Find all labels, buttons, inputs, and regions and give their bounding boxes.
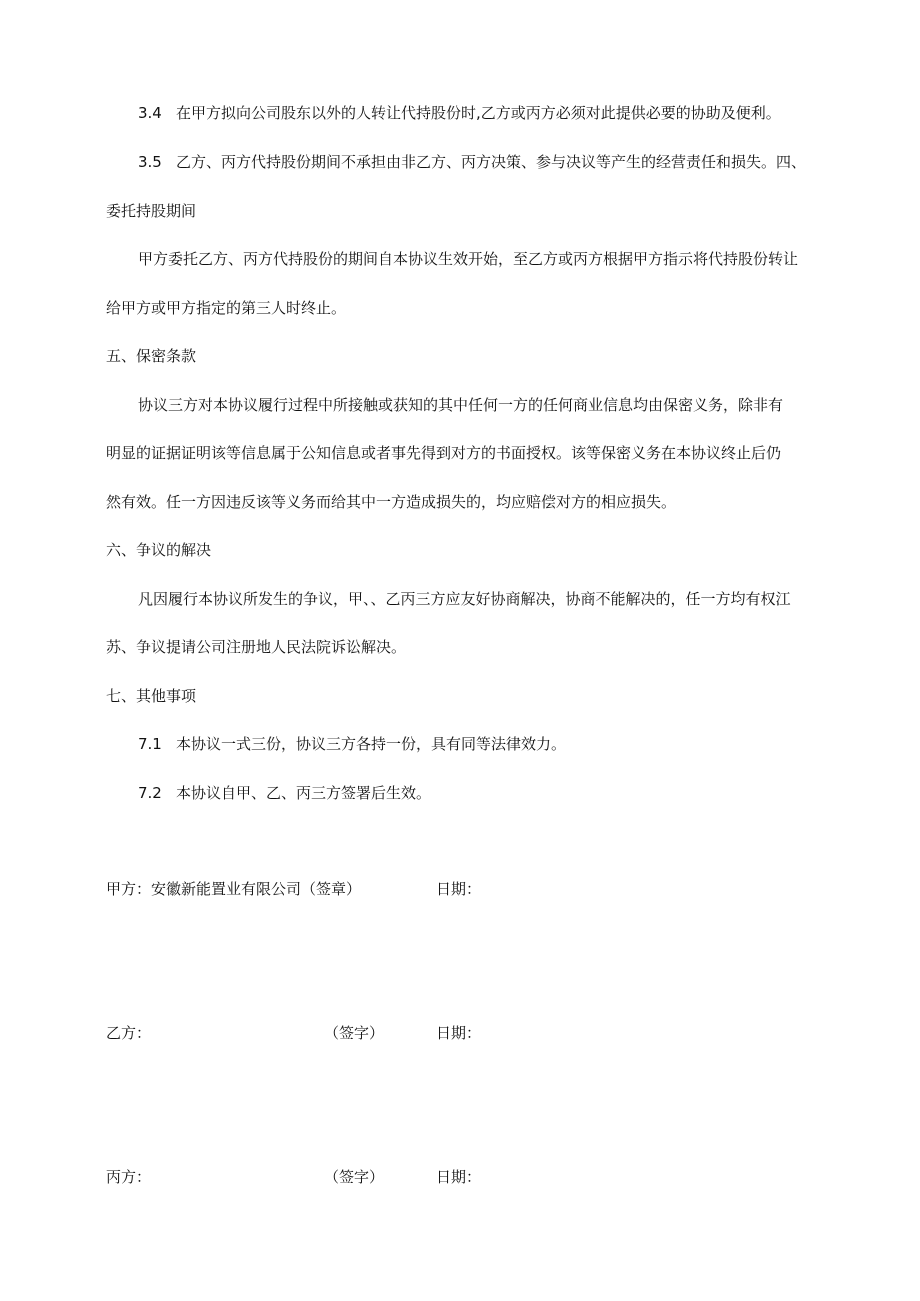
clause-text: 乙方、丙方代持股份期间不承担由非乙方、丙方决策、参与决议等产生的经营责任和损失。四、 xyxy=(176,153,807,171)
clause-text: 本协议自甲、乙、丙三方签署后生效。 xyxy=(176,784,432,802)
section-4-para-line: 甲方委托乙方、丙方代持股份的期间自本协议生效开始，至乙方或丙方根据甲方指示将代持股份转让 xyxy=(138,250,799,268)
clause-7-1 xyxy=(138,733,566,755)
party-b-date-label: 日期： xyxy=(436,1024,482,1042)
section-6-para-line: 苏、争议提请公司注册地人民法院诉讼解决。 xyxy=(106,638,407,656)
section-5-para-line: 然有效。任一方因违反该等义务而给其中一方造成损失的，均应赔偿对方的相应损失。 xyxy=(106,493,677,511)
section-5-heading: 五、保密条款 xyxy=(106,347,197,365)
party-b-sign-note: （签字） xyxy=(324,1024,385,1042)
party-a-date-label: 日期： xyxy=(436,880,482,898)
clause-text: 本协议一式三份，协议三方各持一份，具有同等法律效力。 xyxy=(176,735,567,753)
clause-3-4 xyxy=(138,102,781,124)
section-5-para-line: 协议三方对本协议履行过程中所接触或获知的其中任何一方的任何商业信息均由保密义务，除非有 xyxy=(138,396,784,414)
clause-7-2 xyxy=(138,782,431,804)
party-c-label: 丙方： xyxy=(106,1168,152,1186)
party-c-date-label: 日期： xyxy=(436,1168,482,1186)
section-6-heading: 六、争议的解决 xyxy=(106,541,212,559)
clause-number: 7.1 xyxy=(138,735,162,753)
party-c-sign-note: （签字） xyxy=(324,1168,385,1186)
clause-3-5 xyxy=(138,151,806,173)
section-6-para-line: 凡因履行本协议所发生的争议，甲、、乙丙三方应友好协商解决，协商不能解决的，任一方均有权江 xyxy=(138,590,791,608)
clause-number: 3.4 xyxy=(138,104,162,122)
section-4-heading: 委托持股期间 xyxy=(106,202,197,220)
party-a-label: 甲方：安徽新能置业有限公司（签章） xyxy=(106,880,362,898)
clause-text: 在甲方拟向公司股东以外的人转让代持股份时,乙方或丙方必须对此提供必要的协助及便利。 xyxy=(176,104,781,122)
clause-number: 3.5 xyxy=(138,153,162,171)
clause-number: 7.2 xyxy=(138,784,162,802)
party-b-label: 乙方： xyxy=(106,1024,152,1042)
section-4-para-line: 给甲方或甲方指定的第三人时终止。 xyxy=(106,299,347,317)
section-5-para-line: 明显的证据证明该等信息属于公知信息或者事先得到对方的书面授权。该等保密义务在本协议终止后仍 xyxy=(106,444,782,462)
section-7-heading: 七、其他事项 xyxy=(106,687,197,705)
